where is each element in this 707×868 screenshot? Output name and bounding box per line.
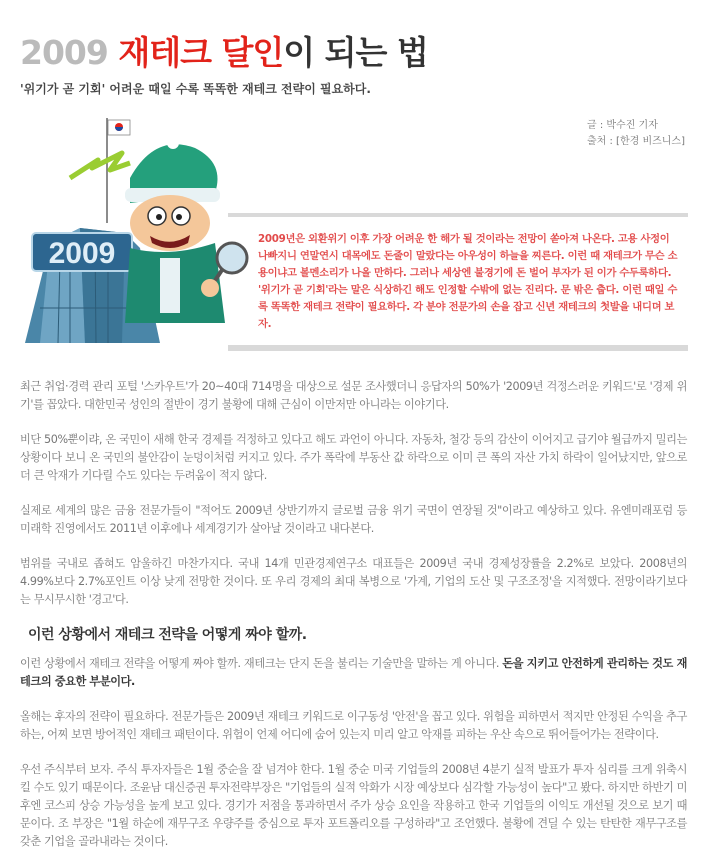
paragraph-6: 올해는 후자의 전략이 필요하다. 전문가들은 2009년 재테크 키워드로 이구동성 '안전'을 꼽고 있다. 위험을 피하면서 적지만 안정된 수익을 추구하는, 어찌 보면 방어적인 재테크 패턴이다. 위험이 언제 어디에 숨어 있는지 미리 알고 악재를 피하는 우산 속으로 뛰어들어가는 전략이다. — [20, 710, 687, 741]
section-heading: 이런 상황에서 재테크 전략을 어떻게 짜야 할까. — [28, 627, 307, 643]
sign-2009 — [32, 233, 132, 271]
summary-text: 2009년은 외환위기 이후 가장 어려운 한 해가 될 것이라는 전망이 쏟아져 나온다. 고용 사정이 나빠지니 연말연시 대목에도 돈줄이 말랐다는 아우성이 하늘을 찌른다. 이런 때 재테크가 무슨 소용이냐고 볼멘소리가 나올 만하다. 그러나 세상엔 불경기에 돈 벌어 부자가 된 이가 수두룩하다. '위기가 곧 기회'라는 말은 식상하긴 해도 인정할 수밖에 없는 진리다. 문 밖은 춥다. 이런 때일 수록 똑똑한 재테크 전략이 필요하다. 각 분야 전문가의 손을 잡고 신년 재테크의 첫발을 내디뎌 보자. — [258, 233, 678, 330]
summary-box — [228, 213, 688, 351]
paragraph-3: 실제로 세계의 많은 금융 전문가들이 "적어도 2009년 상반기까지 글로벌 금융 위기 국면이 연장될 것"이라고 예상하고 있다. 유엔미래포럼 등 미래학 진영에서도 2011년 이후에나 세계경기가 살아날 것이라고 내다본다. — [20, 504, 687, 535]
page-subtitle: '위기가 곧 기회' 어려운 때일 수록 똑똑한 재테크 전략이 필요하다. — [20, 82, 371, 96]
illustration-2009-tower — [10, 108, 250, 353]
sign-2009-text: 2009 — [48, 237, 116, 270]
paragraph-5-plain: 이런 상황에서 재테크 전략을 어떻게 짜야 할까. 재테크는 단지 돈을 불리는 기술만을 말하는 게 아니다. — [20, 657, 503, 670]
title-year: 2009 — [20, 33, 108, 72]
article-header — [20, 33, 428, 72]
byline-source: 출처 : [한경 비즈니스] — [587, 136, 685, 147]
paragraph-1: 최근 취업·경력 관리 포털 '스카우트'가 20~40대 714명을 대상으로 설문 조사했더니 응답자의 50%가 '2009년 걱정스러운 키워드'로 '경제 위기'를 꼽았다. 대한민국 성인의 절반이 경기 불황에 대해 근심이 이만저만 아니라는 이야기다. — [20, 380, 687, 411]
paragraph-5 — [20, 655, 687, 691]
title-highlight: 재테크 달인 — [118, 33, 284, 72]
paragraph-2: 비단 50%뿐이랴, 온 국민이 새해 한국 경제를 걱정하고 있다고 해도 과언이 아니다. 자동차, 철강 등의 감산이 이어지고 급기야 월급까지 밀리는 상황이다 보니 온 국민의 불안감이 눈덩이처럼 커지고 있다. 주가 폭락에 부동산 값 하락으로 이미 큰 폭의 자산 가치 하락이 일어났지만, 앞으로 더 큰 악재가 기다릴 수도 있다는 두려움이 적지 않다. — [20, 433, 687, 482]
paragraph-4: 범위를 국내로 좁혀도 암울하긴 마찬가지다. 국내 14개 민관경제연구소 대표들은 2009년 국내 경제성장률을 2.2%로 보았다. 2008년의 4.99%보다 2.7%포인트 이상 낮게 전망한 것이다. 또 우리 경제의 최대 복병으로 '가계, 기업의 도산 및 구조조정'을 지적했다. 전망이라기보다는 무시무시한 '경고'다. — [20, 557, 687, 606]
article-body — [20, 378, 687, 868]
paragraph-7: 우선 주식부터 보자. 주식 투자자들은 1월 중순을 잘 넘겨야 한다. 1월 중순 미국 기업들의 2008년 4분기 실적 발표가 투자 심리를 크게 위축시킬 수도 있기 때문이다. 조윤남 대신증권 투자전략부장은 "기업들의 실적 악화가 시장 예상보다 심각할 가능성이 높다"고 봤다. 하지만 하반기 미후엔 코스피 상승 가능성을 높게 보고 있다. 경기가 저점을 통과하면서 주가 상승 요인을 작용하고 한국 기업들의 이익도 개선될 것으로 보기 때문이다. 조 부장은 "1월 하순에 재무구조 우량주를 중심으로 투자 포트폴리오를 구성하라"고 조언했다. 불황에 견딜 수 있는 탄탄한 재무구조를 갖춘 기업을 골라내라는 것이다. — [20, 763, 687, 848]
title-rest: 이 되는 법 — [283, 33, 428, 72]
byline — [587, 118, 685, 150]
summary-top-border — [228, 213, 688, 217]
page-title — [20, 33, 428, 72]
paragraph-5-emphasis: 돈을 지키고 안전하게 관리하는 것도 재테크의 중요한 부분이다. — [20, 657, 687, 688]
byline-author: 글 : 박수진 기자 — [587, 120, 658, 131]
